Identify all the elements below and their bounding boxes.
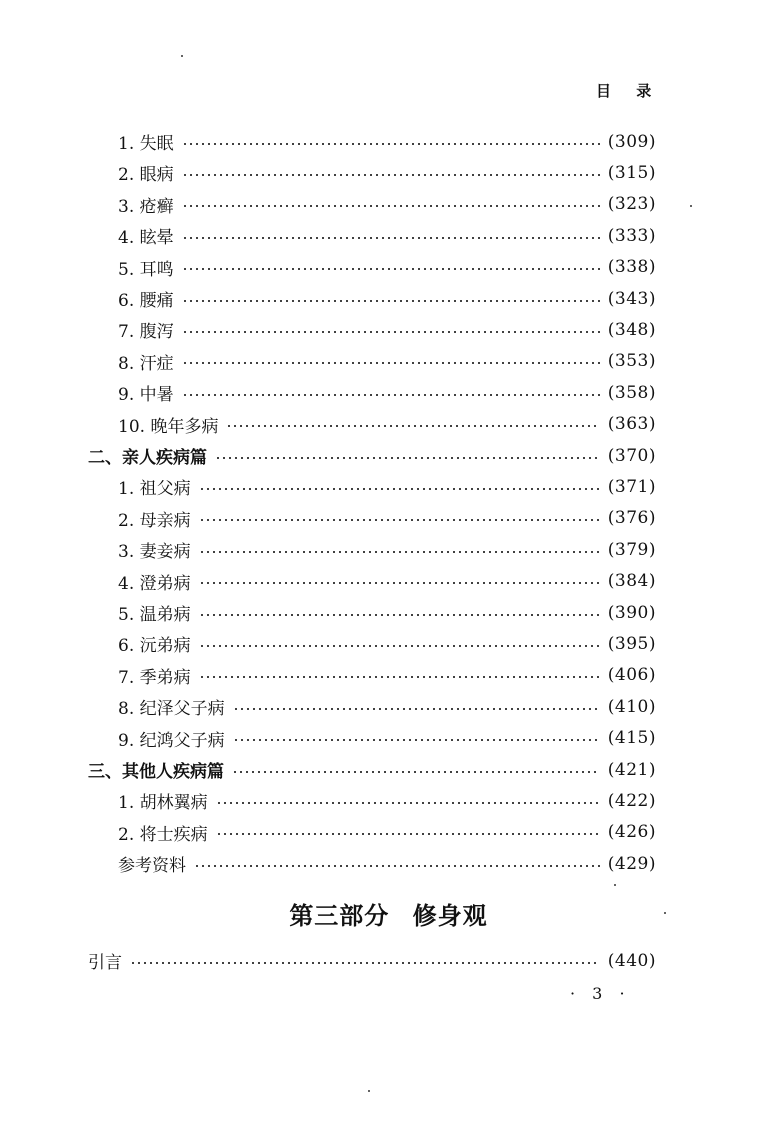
toc-entry[interactable] [118,848,656,879]
toc-entry[interactable] [118,691,656,722]
toc-entry-page: (315) [607,162,656,183]
toc-entry-page: (363) [607,414,656,435]
toc-leader-dots [216,833,600,835]
toc-leader-dots [182,362,600,364]
toc-leader-dots [130,962,600,964]
toc-leader-dots [182,268,600,270]
toc-entry-page: (358) [607,382,656,403]
toc-entry-label: 参考资料 [118,856,186,877]
toc-entry-label: 6. 沅弟病 [118,636,191,657]
toc-entry[interactable] [118,283,656,314]
toc-entry-label: 二、亲人疾病篇 [88,448,207,468]
toc-entry-label: 9. 中暑 [118,385,174,406]
toc-entry[interactable] [118,409,656,440]
toc-entry[interactable] [118,660,656,691]
toc-entry-page: (343) [607,288,656,309]
toc-entry-page: (410) [607,696,656,717]
toc-leader-dots [199,645,600,647]
toc-entry-page: (338) [607,257,656,278]
toc-entry-page: (406) [607,665,656,686]
toc-entry-page: (390) [607,602,656,623]
toc-entry[interactable] [118,597,656,628]
toc-leader-dots [182,394,600,396]
toc-entry-page: (371) [607,476,656,497]
toc-entry-label: 5. 温弟病 [118,605,191,625]
toc-leader-dots [199,519,600,521]
toc-entry-page: (384) [607,571,656,592]
toc-entry-page: (376) [607,508,656,529]
toc-entry-label: 4. 眩晕 [118,228,174,249]
toc-entry[interactable] [118,377,656,408]
page-number: · 3 · [570,984,631,1003]
toc-entry[interactable] [118,785,656,816]
toc-entry-label: 3. 妻妾病 [118,542,191,563]
toc-leader-dots [199,614,600,616]
toc-leader-dots [233,739,600,741]
toc-entry[interactable] [118,314,656,345]
toc-entry-label: 7. 腹泻 [118,322,174,343]
toc-entry-label: 引言 [88,953,122,973]
toc-entry-label: 2. 眼病 [118,165,174,186]
toc-leader-dots [233,708,600,710]
toc-entry-label: 2. 母亲病 [118,510,191,531]
toc-entry[interactable] [118,346,656,377]
toc-leader-dots [216,802,600,804]
toc-entry-page: (415) [607,728,656,749]
toc-entry[interactable] [118,157,656,188]
toc-entry[interactable] [118,471,656,502]
toc-entry[interactable] [118,126,656,157]
scan-speck [690,205,692,207]
toc-entry-label: 1. 失眠 [118,134,174,154]
toc-entry[interactable] [118,503,656,534]
toc-entry-label: 4. 澄弟病 [118,573,191,594]
toc-entry-label: 1. 胡林翼病 [118,793,208,814]
toc-entry-page: (426) [607,822,656,843]
toc-entry-label: 7. 季弟病 [118,667,191,688]
toc-leader-dots [199,488,600,490]
toc-entry[interactable] [118,566,656,597]
toc-leader-dots [182,237,600,239]
toc-entry[interactable] [118,189,656,220]
toc-entry-label: 1. 祖父病 [118,479,191,500]
toc-entry-page: (395) [607,633,656,654]
toc-entry[interactable] [118,534,656,565]
toc-section-entry[interactable] [88,440,656,471]
toc-section-entry[interactable] [88,754,656,785]
toc-entry-page: (421) [607,759,656,780]
toc-entry-label: 6. 腰痛 [118,291,174,311]
scan-speck [664,912,666,914]
toc-entry[interactable] [118,220,656,251]
toc-entry[interactable] [118,252,656,283]
toc-leader-dots [199,676,600,678]
toc-entry-label: 2. 将士疾病 [118,824,208,845]
toc-entry-label: 5. 耳鸣 [118,259,174,280]
scan-speck [368,1090,370,1092]
toc-leader-dots [182,300,600,302]
toc-entry-label: 3. 疮癣 [118,196,174,217]
part-title: 第三部分 修身观 [289,902,488,930]
toc-entry-label: 10. 晚年多病 [118,416,219,437]
page-header-title: 目 录 [596,82,662,100]
toc-entry-page: (353) [607,351,656,372]
toc-leader-dots [182,143,600,145]
toc-leader-dots [182,205,600,207]
toc-entry-page: (323) [607,194,656,215]
toc-leader-dots [182,174,600,176]
toc-leader-dots [182,331,600,333]
toc-leader-dots [199,582,600,584]
scan-speck [614,884,616,886]
toc-entry-page: (440) [607,950,656,971]
toc-entry-page: (348) [607,319,656,340]
toc-entry-label: 8. 汗症 [118,353,174,374]
toc-leader-dots [226,425,599,427]
toc-entry[interactable] [118,817,656,848]
toc-leader-dots [199,551,600,553]
toc-leader-dots [215,457,600,459]
toc-entry-page: (370) [607,445,656,466]
toc-entry-page: (422) [607,790,656,811]
toc-entry-label: 9. 纪鸿父子病 [118,730,225,751]
toc-entry-label: 三、其他人疾病篇 [88,762,224,782]
toc-entry-page: (309) [607,131,656,152]
toc-leader-dots [232,771,600,773]
toc-entry-page: (333) [607,225,656,246]
toc-entry[interactable] [118,723,656,754]
toc-entry[interactable] [118,628,656,659]
toc-entry-intro[interactable] [88,945,656,976]
toc-entry-page: (429) [607,853,656,874]
toc-entry-page: (379) [607,539,656,560]
toc-entry-label: 8. 纪泽父子病 [118,699,225,720]
toc-leader-dots [194,865,600,867]
scan-speck [181,55,183,57]
